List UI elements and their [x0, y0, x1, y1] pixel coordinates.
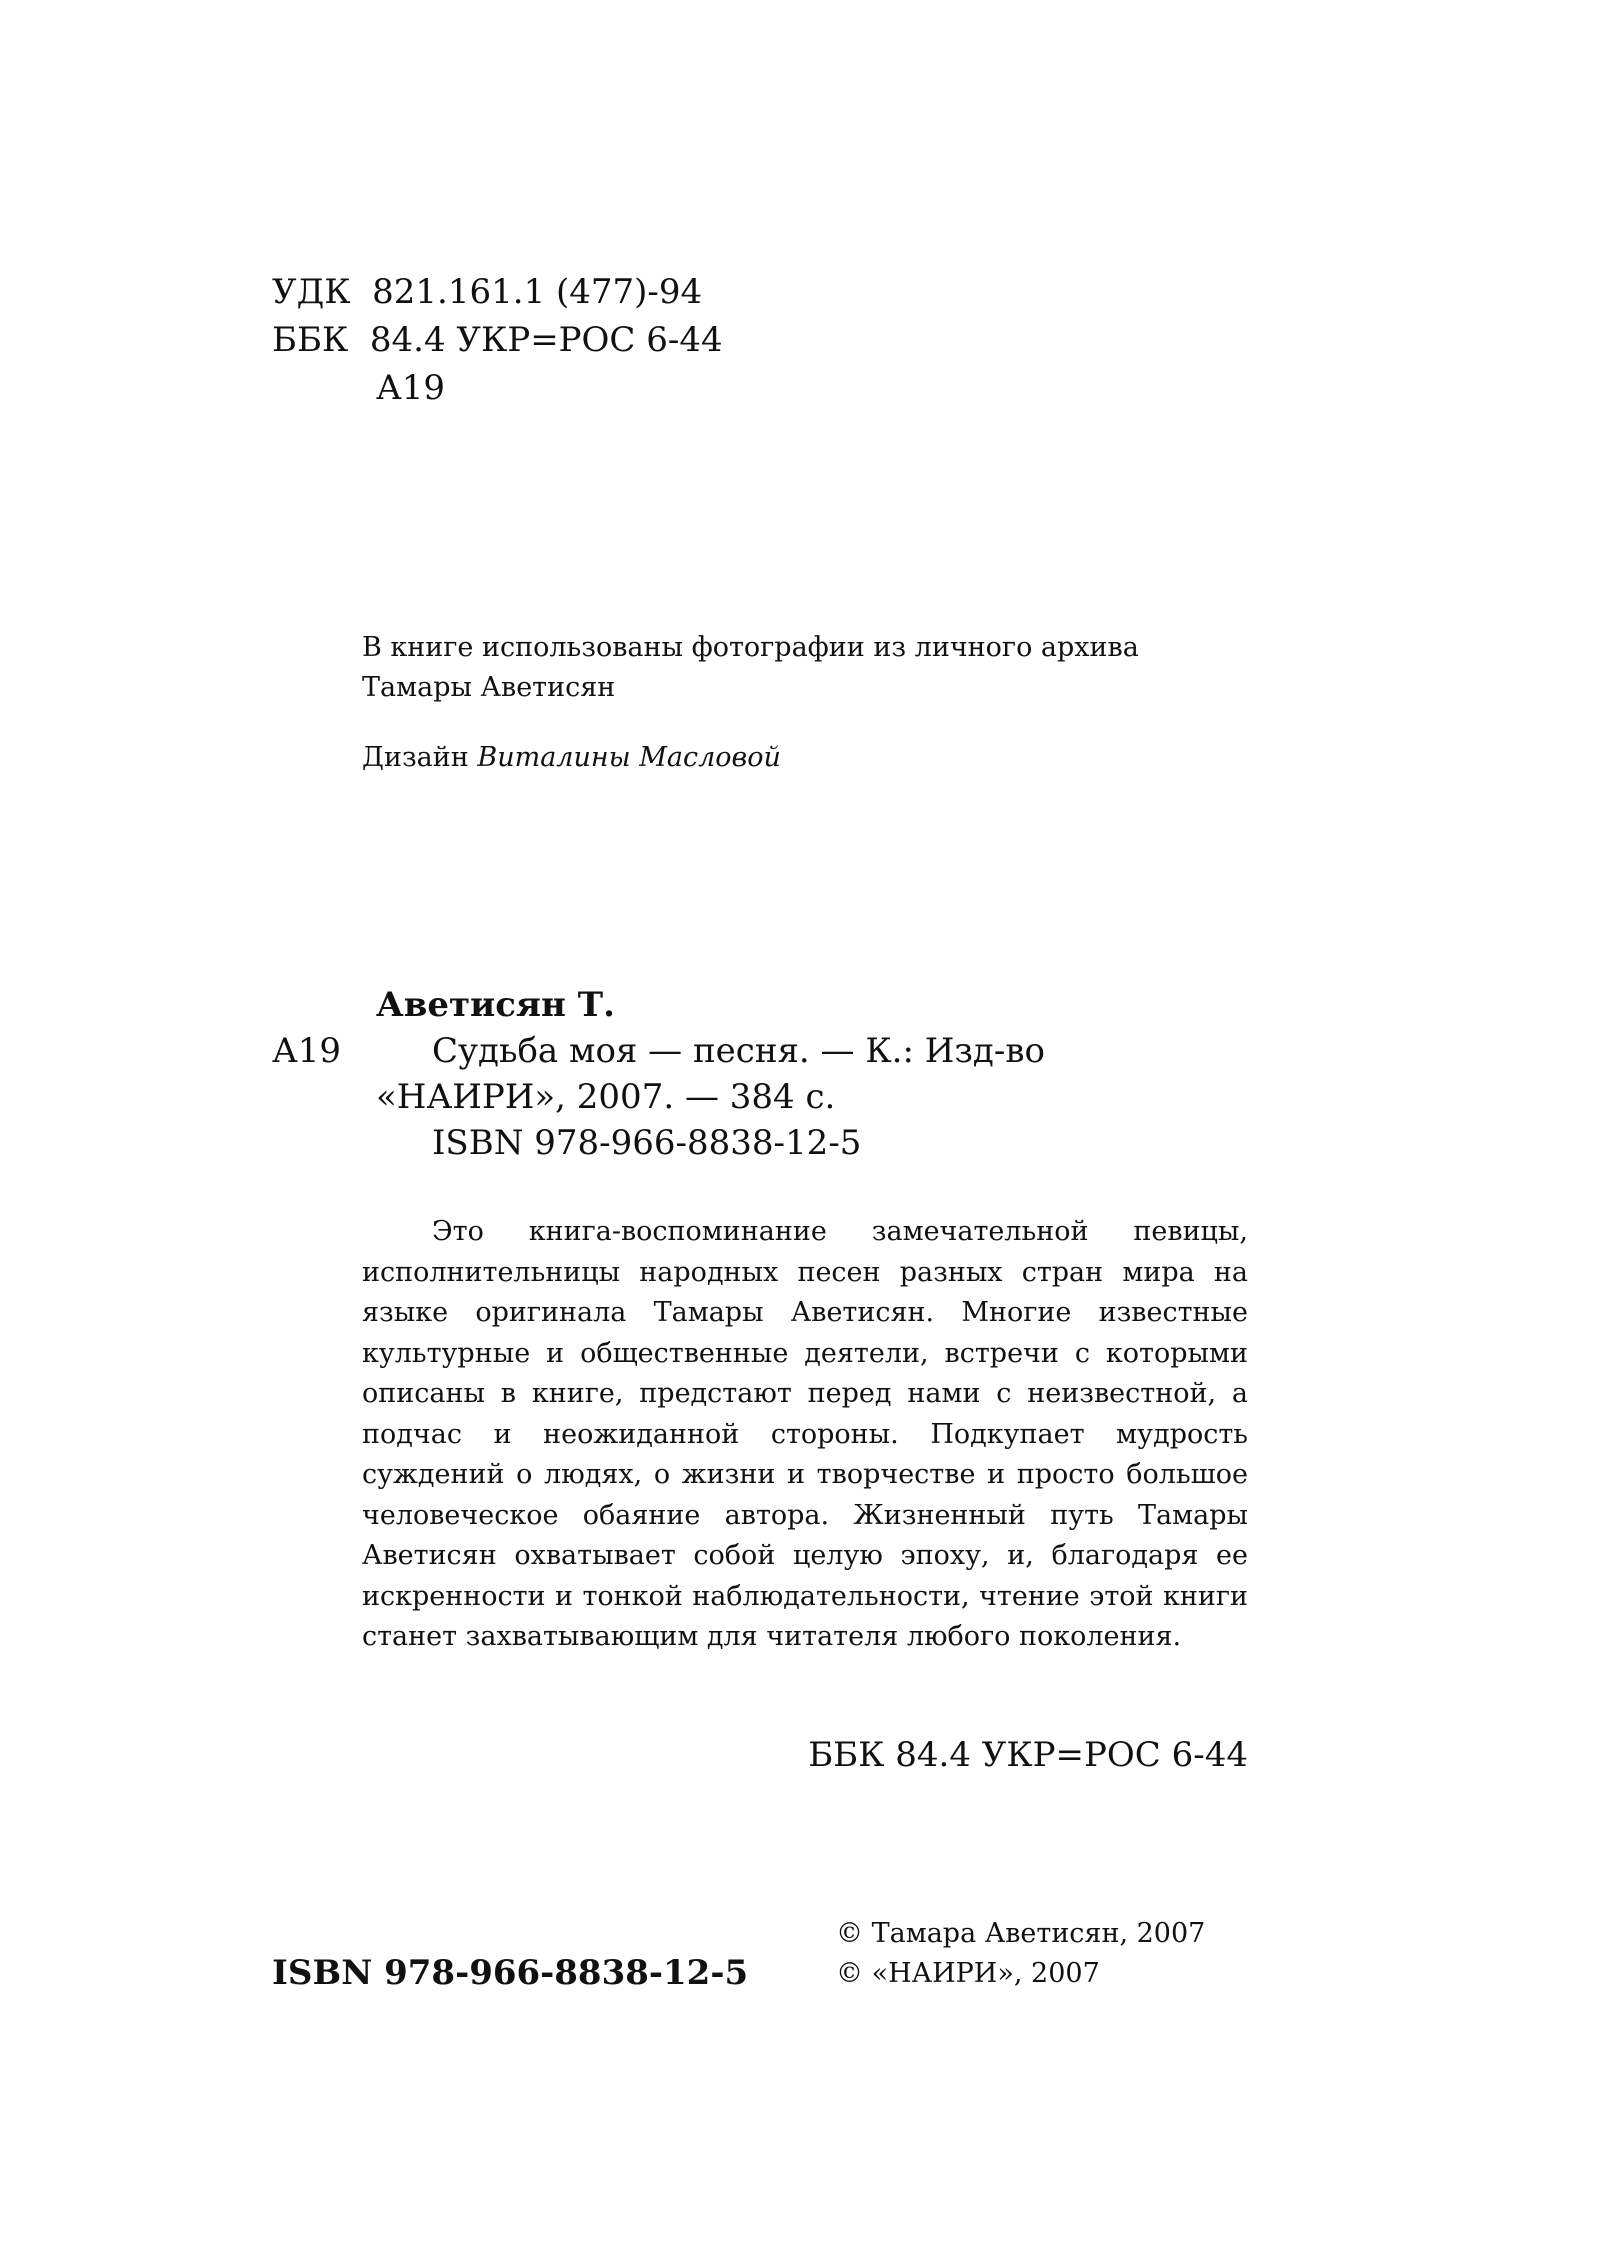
annotation: [362, 1212, 1248, 1658]
design-credit: [362, 738, 1139, 778]
author-sign-code: А19: [376, 368, 446, 408]
copyright-block: [836, 1914, 1205, 1994]
udk-label: УДК: [272, 272, 351, 312]
bibliographic-entry: [272, 982, 1252, 1166]
udk-row: [272, 268, 723, 316]
bbk-label: ББК: [272, 320, 349, 360]
bib-isbn: ISBN 978-966-8838-12-5: [432, 1123, 862, 1163]
design-label: Дизайн: [362, 742, 469, 773]
copyright-author: © Тамара Аветисян, 2007: [836, 1918, 1206, 1949]
bbk-row: [272, 316, 723, 364]
bib-author: Аветисян Т.: [376, 985, 615, 1025]
annotation-text: Это книга-воспоминание замечательной певицы, исполнительницы народных песен разных стран мира на языке оригинала Тамары Аветисян. Многие известные культурные и общественные деятели, встречи с которыми описаны в книге, предстают перед нами с неизвестной, а подчас и неожиданной стороны. Подкупает мудрость суждений о людях, о жизни и творчестве и просто большое человеческое обаяние автора. Жизненный путь Тамары Аветисян охватывает собой целую эпоху, и, благодаря ее искренности и тонкой наблюдательности, чтение этой книги станет захватывающим для читателя любого поколения.: [362, 1216, 1248, 1652]
bib-title: Судьба моя — песня. — К.: Изд-во: [432, 1031, 1045, 1071]
classification-block: [272, 268, 723, 412]
udk-value: 821.161.1 (477)-94: [372, 272, 703, 312]
photos-credit-line1: В книге использованы фотографии из личного архива: [362, 632, 1139, 663]
isbn-bottom: ISBN 978-966-8838-12-5: [272, 1953, 749, 1993]
photos-credit-line2: Тамары Аветисян: [362, 672, 616, 703]
design-name: Виталины Масловой: [477, 742, 781, 773]
bib-publisher: «НАИРИ», 2007. — 384 с.: [376, 1077, 836, 1117]
bib-author-sign: А19: [272, 1031, 342, 1071]
copyright-publisher: © «НАИРИ», 2007: [836, 1958, 1100, 1989]
bbk-value: 84.4 УКР=РОС 6-44: [369, 320, 723, 360]
bbk-bottom: ББК 84.4 УКР=РОС 6-44: [808, 1735, 1248, 1775]
credits-block: [362, 628, 1139, 778]
